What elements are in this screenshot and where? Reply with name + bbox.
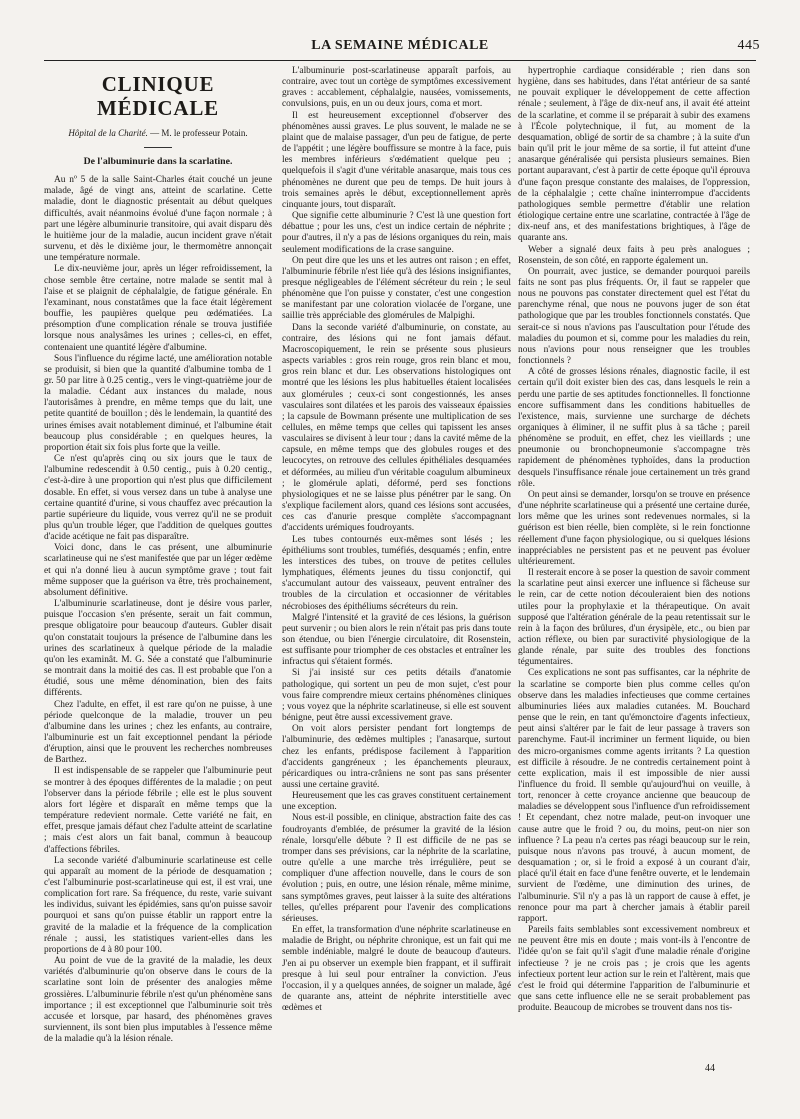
article-topic: De l'albuminurie dans la scarlatine. — [83, 156, 233, 167]
paragraph: Pareils faits semblables sont excessivement nombreux et ne peuvent être mis en doute ; mais vont-ils à l'encontre de l'idée qu'on se fait qu'il s'agit d'une maladie rénale d'origine infectieuse ? je ne crois pas ; je crois que les agents infectieux portent leur action sur le rein et l'altèrent, mais que c'est le froid qui détermine l'apparition de l'albuminurie et que sans cette influence elle ne se serait probablement pas produite. Beaucoup de microbes se trouvent dans nos tis- — [518, 925, 750, 1014]
header-rule — [44, 60, 756, 61]
author-name: — M. le professeur Potain. — [150, 128, 248, 138]
section-title: CLINIQUE MÉDICALE — [97, 72, 219, 120]
paragraph: Chez l'adulte, en effet, il est rare qu'on ne puisse, à une période quelconque de la maladie, trouver un peu d'albumine dans les urines ; chez les enfants, au contraire, l'albuminurie est un fait exceptionnel pendant la période d'éruption, ainsi que le prouvent les recherches nombreuses de Barthez. — [44, 699, 272, 766]
paragraph: La seconde variété d'albuminurie scarlatineuse est celle qui apparaît au moment de la période de desquamation ; c'est l'albuminurie post-scarlatineuse qui est, il est vrai, une complication fort rare. Sa fréquence, du reste, varie suivant les individus, suivant les épidémies, sans qu'on puisse savoir pourquoi et sans qu'on puisse établir un rapport entre la gravité de la maladie et la fréquence de la complication rénale ; aussi, les statistiques varient-elles dans les proportions de 4 à 80 pour 100. — [44, 855, 272, 955]
page-number: 445 — [737, 38, 760, 53]
paragraph: Heureusement que les cas graves constituent certainement une exception. — [282, 791, 511, 813]
paragraph: Sous l'influence du régime lacté, une amélioration notable se produisit, si bien que la quantité d'albumine tomba de 1 gr. 50 par litre à 0.25 centig., vers le vingt-quatrième jour de la maladie. Cédant aux instances du malade, nous l'autorisâmes à prendre, en même temps que du lait, une petite quantité de bouillon ; dès le lendemain, la quantité des urines émises avait notablement diminué, et l'albumine était beaucoup plus considérable ; en quelques heures, la proportion était six fois plus forte que la veille. — [44, 353, 272, 453]
paragraph: Que signifie cette albuminurie ? C'est là une question fort débattue ; pour les uns, c'est un indice certain de néphrite ; pour d'autres, il n'y a pas de lésions organiques du rein, mais seulement modifications de la crase sanguine. — [282, 211, 511, 255]
paragraph: Il est indispensable de se rappeler que l'albuminurie peut se montrer à des époques différentes de la maladie ; on peut l'observer dans la période fébrile ; elle est le plus souvent alors fort légère et disparaît en même temps que la température redevient normale. Cette variété ne fait, en effet, presque jamais défaut chez l'adulte atteint de scarlatine ; mais c'est alors un fait banal, commun à beaucoup d'affections fébriles. — [44, 766, 272, 855]
paragraph: Ce n'est qu'après cinq ou six jours que le taux de l'albumine redescendit à 0.50 centig., puis à 0.20 centig., c'est-à-dire à une proportion qui n'est plus que difficilement dosable. En effet, si vous versez dans un tube à analyse une certaine quantité d'urine, si vous chauffez avec précaution la partie supérieure du liquide, vous verrez qu'il ne se produit plus qu'un trouble léger, que l'addition de quelques gouttes d'acide acétique ne fait pas disparaître. — [44, 454, 272, 543]
paragraph: Les tubes contournés eux-mêmes sont lésés ; les épithéliums sont troubles, tuméfiés, desquamés ; enfin, entre les interstices des tubes, on trouve de petites cellules lymphatiques, éléments jeunes du tissu conjonctif, qui s'accumulant autour des vaisseaux, peuvent entraîner des troubles de la circulation et occasionner de véritables nécrobioses des épithéliums sécréteurs du rein. — [282, 534, 511, 612]
column-1 — [44, 66, 272, 1066]
running-header — [40, 38, 760, 60]
paragraph: A côté de grosses lésions rénales, diagnostic facile, il est certain qu'il doit exister bien des cas, dans lesquels le rein a perdu une partie de ses aptitudes fonctionnelles. Il fonctionne encore suffisamment dans les conditions habituelles de l'existence, mais, survienne une surcharge de déchets organiques à éliminer, il ne suffit plus à sa tâche ; pareil phénomène se produit, en effet, chez les vieillards ; une pneumonie ou bronchopneumonie s'accompagne très rapidement de phénomènes typhoïdes, dans la production desquels l'insuffisance rénale joue certainement un très grand rôle. — [518, 367, 750, 489]
paragraph: On peut ainsi se demander, lorsqu'on se trouve en présence d'une néphrite scarlatineuse qui a présenté une certaine durée, lors même que les urines sont redevenues normales, si la guérison est bien réelle, bien complète, si le rein fonctionne réellement d'une façon physiologique, ou si quelques lésions inappréciables ne persistent pas et ne peuvent pas évoluer ultérieurement. — [518, 489, 750, 567]
paragraph: En effet, la transformation d'une néphrite scarlatineuse en maladie de Bright, ou néphrite chronique, est un fait qui me semble indéniable, malgré le doute de beaucoup d'auteurs. J'en ai pu observer un exemple bien frappant, et il suffirait presque à lui seul pour entraîner la conviction. J'eus l'occasion, il y a quelques années, de soigner un malade, âgé de quarante ans, atteint de néphrite interstitielle avec œdèmes et — [282, 925, 511, 1014]
paragraph: Si j'ai insisté sur ces petits détails d'anatomie pathologique, qui sortent un peu de mon sujet, c'est pour vous faire comprendre mieux certains phénomènes cliniques ; vous voyez que la néphrite scarlatineuse, si elle est souvent bénigne, peut être aussi excessivement grave. — [282, 668, 511, 724]
paragraph: L'albuminurie post-scarlatineuse apparaît parfois, au contraire, avec tout un cortège de symptômes excessivement graves : accablement, céphalalgie, nausées, vomissements, convulsions, puis, en un ou deux jours, coma et mort. — [282, 66, 511, 110]
paragraph: Voici donc, dans le cas présent, une albuminurie scarlatineuse qui ne s'est manifestée que par un léger œdème et qui n'a donné lieu à aucun symptôme grave ; tout fait même supposer que la guérison va être, très prochainement, absolument définitive. — [44, 543, 272, 598]
paragraph: L'albuminurie scarlatineuse, dont je désire vous parler, puisque l'occasion s'en présente, serait un fait commun, presque obligatoire pour beaucoup d'auteurs. Gubler disait qu'on constatait toujours la présence de l'albumine dans les urines des scarlatineux à quelque période de la maladie qu'on les examinât. M. G. Sée a constaté que l'albuminurie se montrait dans la moitié des cas. Il est probable que l'on a étudié, sous une même dénomination, bien des faits différents. — [44, 599, 272, 699]
paragraph: On pourrait, avec justice, se demander pourquoi pareils faits ne sont pas plus fréquents. Or, il faut se rappeler que nous ne pouvons pas constater directement quel est l'état du parenchyme rénal, que nous ne pouvons juger de son état pathologique que par les troubles fonctionnels constatés. Que serait-ce si nous n'avions pas l'auscultation pour l'étude des maladies du poumon et si, comme pour les maladies du rein, nous n'avions pour nous renseigner que les troubles fonctionnels ? — [518, 266, 750, 367]
paragraph: Le dix-neuvième jour, après un léger refroidissement, la chose semble être certaine, notre malade se sentit mal à l'aise et se plaignit de céphalalgie, de fatigue générale. En l'examinant, nous constatâmes que la face était légèrement bouffie, les paupières quelque peu œdématiées. La présomption d'une complication rénale se trouva justifiée lorsque nous analysâmes les urines ; celles-ci, en effet, contenaient une quantité légère d'albumine. — [44, 264, 272, 353]
paragraph: Au nº 5 de la salle Saint-Charles était couché un jeune malade, âgé de vingt ans, atteint de scarlatine. Cette maladie, dont le diagnostic présentait au début quelques difficultés, avait néanmoins évolué d'une façon normale ; à part une légère albuminurie transitoire, qui avait disparu dès le huitième jour de la maladie, aucun incident grave n'était survenu, et dès le dixième jour, le thermomètre annonçait une température normale. — [44, 175, 272, 264]
paragraph: On voit alors persister pendant fort longtemps de l'albuminurie, des œdèmes multiples ; l'anasarque, surtout chez les enfants, prédispose facilement à l'apparition d'accidents gangréneux ; les épanchements pleuraux, péricardiques ou intra-crâniens ne sont pas sans présenter aussi une certaine gravité. — [282, 724, 511, 790]
title-separator — [144, 147, 172, 148]
paragraph: Au point de vue de la gravité de la maladie, les deux variétés d'albuminurie qu'on observe dans le cours de la scarlatine sont loin de présenter des analogies même grossières. L'albuminurie fébrile n'est qu'un phénomène sans importance ; il est exceptionnel que l'albuminurie soit très accusée et lorsque, par hasard, des phénomènes graves surviennent, ils sont bien plus imputables à l'essence même de la maladie qu'à la lésion rénale. — [44, 956, 272, 1045]
paragraph: Ces explications ne sont pas suffisantes, car la néphrite de la scarlatine se comporte bien plus comme celles qu'on observe dans les maladies infectieuses que comme certaines albuminuries liées aux maladies cutanées. M. Bouchard pense que le rein, en tant qu'émonctoire d'agents infectieux, peut ainsi s'altérer par le fait de leur passage à travers son parenchyme. Faut-il incriminer un ferment liquide, ou bien des micro-organismes comme agents irritants ? La question est difficile à résoudre. Je ne contredis certainement point à cette explication, mais il est impossible de nier aussi l'influence du froid. Il semble qu'aujourd'hui on veuille, à tort, renoncer à cette croyance ancienne que beaucoup de maladies se développent sous l'influence d'un refroidissement ! Et cependant, chez notre malade, peut-on invoquer une cause autre que le froid ? ou, du moins, peut-on nier son influence ? La peau n'a certes pas réagi beaucoup sur le rein, puisque nous n'avons pas trouvé, à aucun moment, de desquamation ; or, si le froid a exposé à un courant d'air, placé qu'il était en face d'une fenêtre ouverte, et le lendemain survient de l'œdème, une diminution des urines, de l'albuminurie. S'il n'y a pas là un rapport de cause à effet, je renonce pour ma part à chercher jamais à établir pareil rapport. — [518, 668, 750, 924]
section-byline — [44, 128, 272, 139]
hospital-name: Hôpital de la Charité. — [68, 128, 148, 138]
column-3 — [518, 66, 750, 1066]
journal-title: LA SEMAINE MÉDICALE — [311, 38, 489, 53]
paragraph: Il resterait encore à se poser la question de savoir comment la scarlatine peut ainsi exercer une influence si fâcheuse sur le rein, car de cette notion découleraient bien des notions utiles pour la prophylaxie et la thérapeutique. On avait supposé que l'altération générale de la peau retentissait sur le rein à la façon des brûlures, d'un érysipèle, etc., ou bien par action réflexe, ou bien par suractivité physiologique de la glande rénale, par suite des troubles des fonctions tégumentaires. — [518, 568, 750, 668]
paragraph: Weber a signalé deux faits à peu près analogues ; Rosenstein, de son côté, en rapporte également un. — [518, 244, 750, 266]
signature-mark: 44 — [705, 1063, 715, 1074]
paragraph: Nous est-il possible, en clinique, abstraction faite des cas foudroyants d'emblée, de présumer la gravité de la lésion rénale, lorsqu'elle débute ? Il est difficile de ne pas se tromper dans ses prévisions, car la néphrite de la scarlatine, outre qu'elle a une marche très irrégulière, peut se compliquer d'une affection nouvelle, dans le cours de son évolution ; puis, en outre, une lésion rénale, même minime, sans symptômes graves, peut laisser à la suite des altérations telles, qu'elles préparent pour l'avenir des complications sérieuses. — [282, 813, 511, 924]
paragraph: Malgré l'intensité et la gravité de ces lésions, la guérison peut survenir ; ou bien alors le rein n'était pas pris dans toute son étendue, ou bien l'énergie circulatoire, dit Rosenstein, est suffisante pour triompher de ces obstacles et entraîner les infractus qui s'étaient formés. — [282, 612, 511, 668]
paragraph: On peut dire que les uns et les autres ont raison ; en effet, l'albuminurie fébrile n'est liée qu'à des lésions insignifiantes, presque négligeables de l'élément sécréteur du rein ; le seul phénomène que l'on puisse y constater, c'est une congestion se manifestant par une coloration violacée de l'organe, une saillie très appréciable des glomérules de Malpighi. — [282, 255, 511, 322]
column-2 — [282, 66, 511, 1066]
paragraph: Dans la seconde variété d'albuminurie, on constate, au contraire, des lésions qui ne font jamais défaut. Macroscopiquement, le rein se présente sous plusieurs aspects variables : gros rein rouge, gros rein blanc et mou, gros rein blanc et dur. Les observations histologiques ont montré que les lésions les plus habituelles étaient localisées aux glomérules ; ceux-ci sont congestionnés, les anses vasculaires sont dilatées et les parois des vaisseaux épaissies ; la capsule de Bowmann présente une multiplication de ses cellules, en même temps que celles qui tapissent les anses vasculaires se divisent à leur tour ; dans la cavité même de la capsule, en même temps que des globules rouges et des leucocytes, on retrouve des cellules épithéliales desquamées et déformées, au milieu d'un véritable coagulum albumineux ; le glomérule aplati, déformé, perd ses fonctions physiologiques et ne se laisse plus pénétrer par le sang. On s'explique facilement alors, quand ces lésions sont accusées, ces cas d'anurie presque complète s'accompagnant d'accidents urémiques foudroyants. — [282, 322, 511, 534]
paragraph: Il est heureusement exceptionnel d'observer des phénomènes aussi graves. Le plus souvent, le malade ne se plaint que de malaise passager, d'un peu de fatigue, de perte de l'appétit ; une légère bouffissure se montre à la face, puis les membres inférieurs s'œdématient quelque peu ; quelquefois il s'agit d'une véritable anasarque, mais tous ces phénomènes ne durent que peu de temps. De huit jours à trois semaines après le début, exceptionnellement après cinquante jours, tout disparaît. — [282, 110, 511, 210]
paragraph: hypertrophie cardiaque considérable ; rien dans son hygiène, dans ses habitudes, dans l'état antérieur de sa santé ne pouvait expliquer le développement de cette affection rénale ; seulement, à l'âge de dix-neuf ans, il avait été atteint de la scarlatine, et comme il se préparait à subir des examens à l'École polytechnique, il fut, au moment de la desquamation, obligé de sortir de sa chambre ; à la suite d'un bain qu'il prit le jour même de sa sortie, il fut atteint d'une anasarque généralisée qui persista plusieurs semaines. Bien portant auparavant, c'est à partir de cette époque qu'il éprouva d'une façon presque constante des malaises, de l'oppression, de la céphalalgie ; cette chaîne ininterrompue d'accidents pathologiques semble permettre d'établir une relation étiologique certaine entre une scarlatine, contractée à l'âge de dix-neuf ans, et des manifestations brightiques, à l'âge de quarante ans. — [518, 66, 750, 244]
